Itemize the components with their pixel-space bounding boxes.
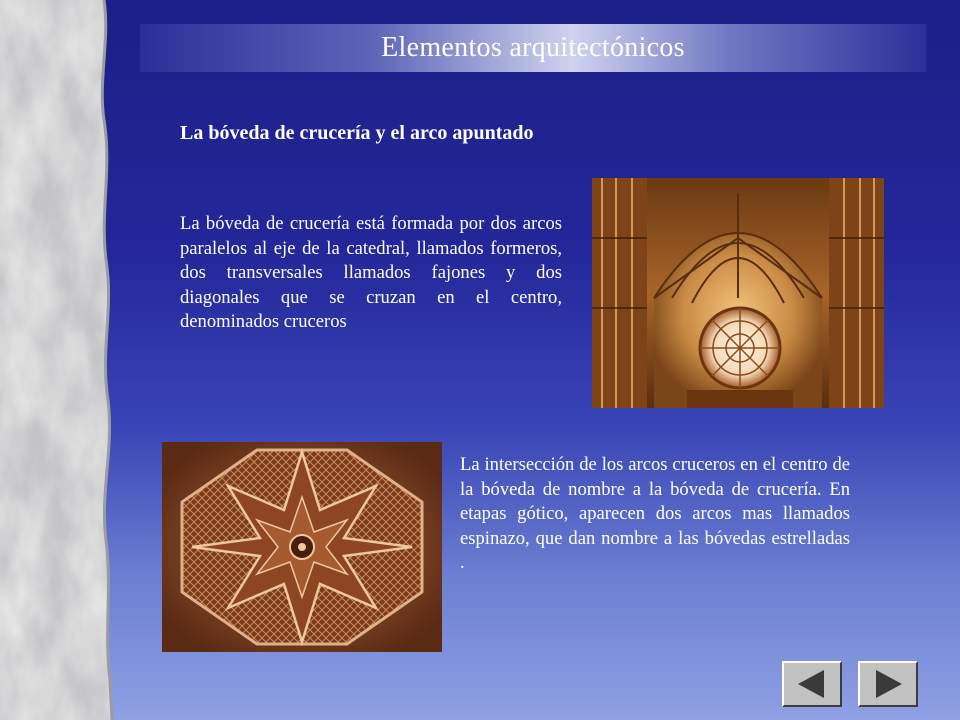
description-paragraph-1: La bóveda de crucería está formada por dos arcos paralelos al eje de la catedral, llamados formeros, dos transversales llamados fajones y dos diagonales que se cruzan en el centro, denominados cruceros xyxy=(180,213,562,332)
next-slide-button[interactable] xyxy=(858,661,918,707)
previous-slide-button[interactable] xyxy=(782,661,842,707)
marble-border xyxy=(0,0,130,720)
triangle-right-icon xyxy=(868,667,908,701)
triangle-left-icon xyxy=(792,667,832,701)
title-bar xyxy=(140,24,926,72)
slide-title: Elementos arquitectónicos xyxy=(381,32,685,63)
star-vault-photo xyxy=(162,442,442,652)
description-paragraph-2: La intersección de los arcos cruceros en el centro de la bóveda de nombre a la bóveda de crucería. En etapas gótico, aparecen dos arcos mas llamados espinazo, que dan nombre a las bóvedas estrelladas . xyxy=(460,454,850,573)
slide-subtitle: La bóveda de crucería y el arco apuntado xyxy=(180,122,534,144)
cathedral-nave-photo xyxy=(592,178,884,408)
